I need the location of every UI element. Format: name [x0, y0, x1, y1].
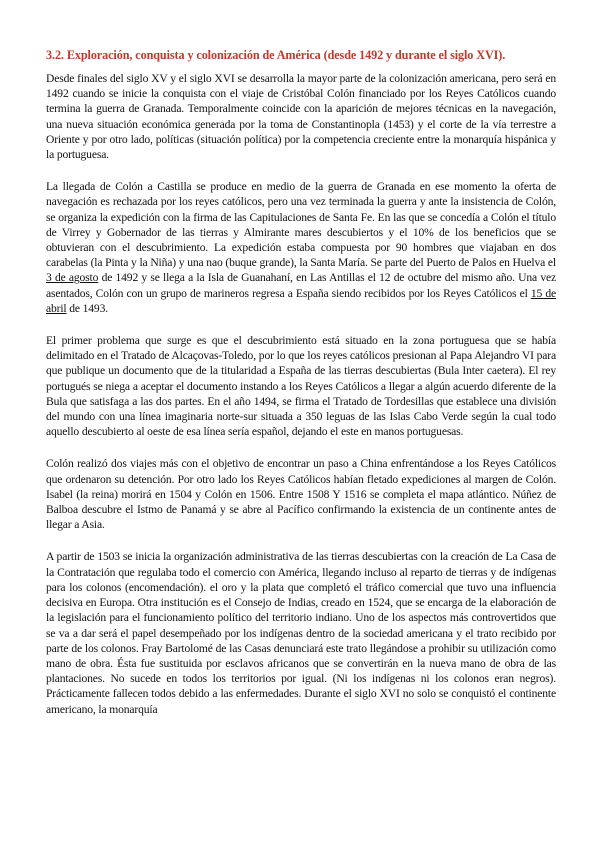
paragraph-tordesillas: El primer problema que surge es que el descubrimiento está situado en la zona portuguesa que se había delimitado en el Tratado de Alcaçovas-Toledo, por lo que los reyes católicos presionan al Papa Alejandro VI para que publique un documento que de la titularidad a España de las tierras descubiertas (Bula Inter caetera). El rey portugués se niega a aceptar el documento instando a los Reyes Católicos a llegar a algún acuerdo diferente de la Bula que satisfaga a las dos partes. En el año 1494, se firma el Tratado de Tordesillas que establece una división del mundo con una línea imaginaria norte-sur situada a 350 leguas de las Islas Cabo Verde según la cual todo aquello descubierto al oeste de esa línea sería español, dejando el este en manos portuguesas. [46, 334, 556, 439]
date-reception: 15 de abril [46, 286, 557, 315]
paragraph-text: de 1492 y se llega a la Isla de Guanahaní, en Las Antillas el 12 de octubre del mismo año. Una vez asentados, Colón con un grupo de marineros regresa a España siendo recibidos por los Reyes Católicos el [46, 271, 556, 300]
paragraph-intro: Desde finales del siglo XV y el siglo XVI se desarrolla la mayor parte de la colonización americana, pero será en 1492 cuando se inicie la conquista con el viaje de Cristóbal Colón financiado por los Reyes Católicos cuando termina la guerra de Granada. Temporalmente coincide con la aparición de mejores técnicas en la navegación, una nueva situación económica generada por la toma de Constantinopla (1453) y el corte de la vía terrestre a Oriente y por otro lado, políticas (situación política) por la competencia creciente entre la monarquía hispánica y la portuguesa. [46, 72, 556, 162]
document-page [46, 47, 556, 734]
paragraph-administration: A partir de 1503 se inicia la organización administrativa de las tierras descubiertas con la creación de La Casa de la Contratación que regulaba todo el comercio con América, llegando incluso al reparto de tierras y de indígenas para los colonos (encomendación). el oro y la plata que completó el tráfico comercial que tuvo una influencia decisiva en Europa. Otra institución es el Consejo de Indias, creado en 1524, que se encarga de la elaboración de la legislación para el funcionamiento político del territorio indiano. Uno de los aspectos más controvertidos que se va a dar será el papel desempeñado por los indígenas dentro de la sociedad americana y el trato recibido por parte de los colonos. Fray Bartolomé de las Casas denunciará este trato llegándose a prohibir su utilización como mano de obra. Ésta fue sustituida por esclavos africanos que se convertirán en la nueva mano de obra de las plantaciones. No sucede en todos los territorios por igual. (Ni los indígenas ni los colonos eran negros). Prácticamente fallecen todos debido a las enfermedades. Durante el siglo XVI no solo se conquistó el continente americano, la monarquía [46, 550, 556, 716]
paragraph-colon-voyage [46, 179, 556, 316]
date-departure: 3 de agosto [46, 271, 99, 285]
section-heading: 3.2. Exploración, conquista y colonización de América (desde 1492 y durante el siglo XVI). [46, 48, 506, 62]
paragraph-text: de 1493. [66, 301, 108, 315]
paragraph-later-voyages: Colón realizó dos viajes más con el objetivo de encontrar un paso a China enfrentándose a los Reyes Católicos que ordenaron su detención. Por otro lado los Reyes Católicos habían fletado expediciones al margen de Colón. Isabel (la reina) morirá en 1504 y Colón en 1506. Entre 1508 Y 1516 se completa el mapa atlántico. Núñez de Balboa descubre el Istmo de Panamá y se abre al Pacífico confirmando la existencia de un continente antes de llegar a Asia. [46, 457, 556, 532]
paragraph-text: La llegada de Colón a Castilla se produce en medio de la guerra de Granada en ese momento la oferta de navegación es rechazada por los reyes católicos, pero una vez terminada la guerra y ante la insistencia de Colón, se organiza la expedición con la firma de las Capitulaciones de Santa Fe. En las que se concedía a Colón el título de Virrey y Gobernador de las tierras y Almirante mares descubiertos y el 10% de los beneficios que se obtuvieran con el descubrimiento. La expedición estaba compuesta por 90 hombres que viajaban en dos carabelas (la Pinta y la Niña) y una nao (buque grande), la Santa María. Se parte del Puerto de Palos en Huelva el [46, 180, 556, 270]
